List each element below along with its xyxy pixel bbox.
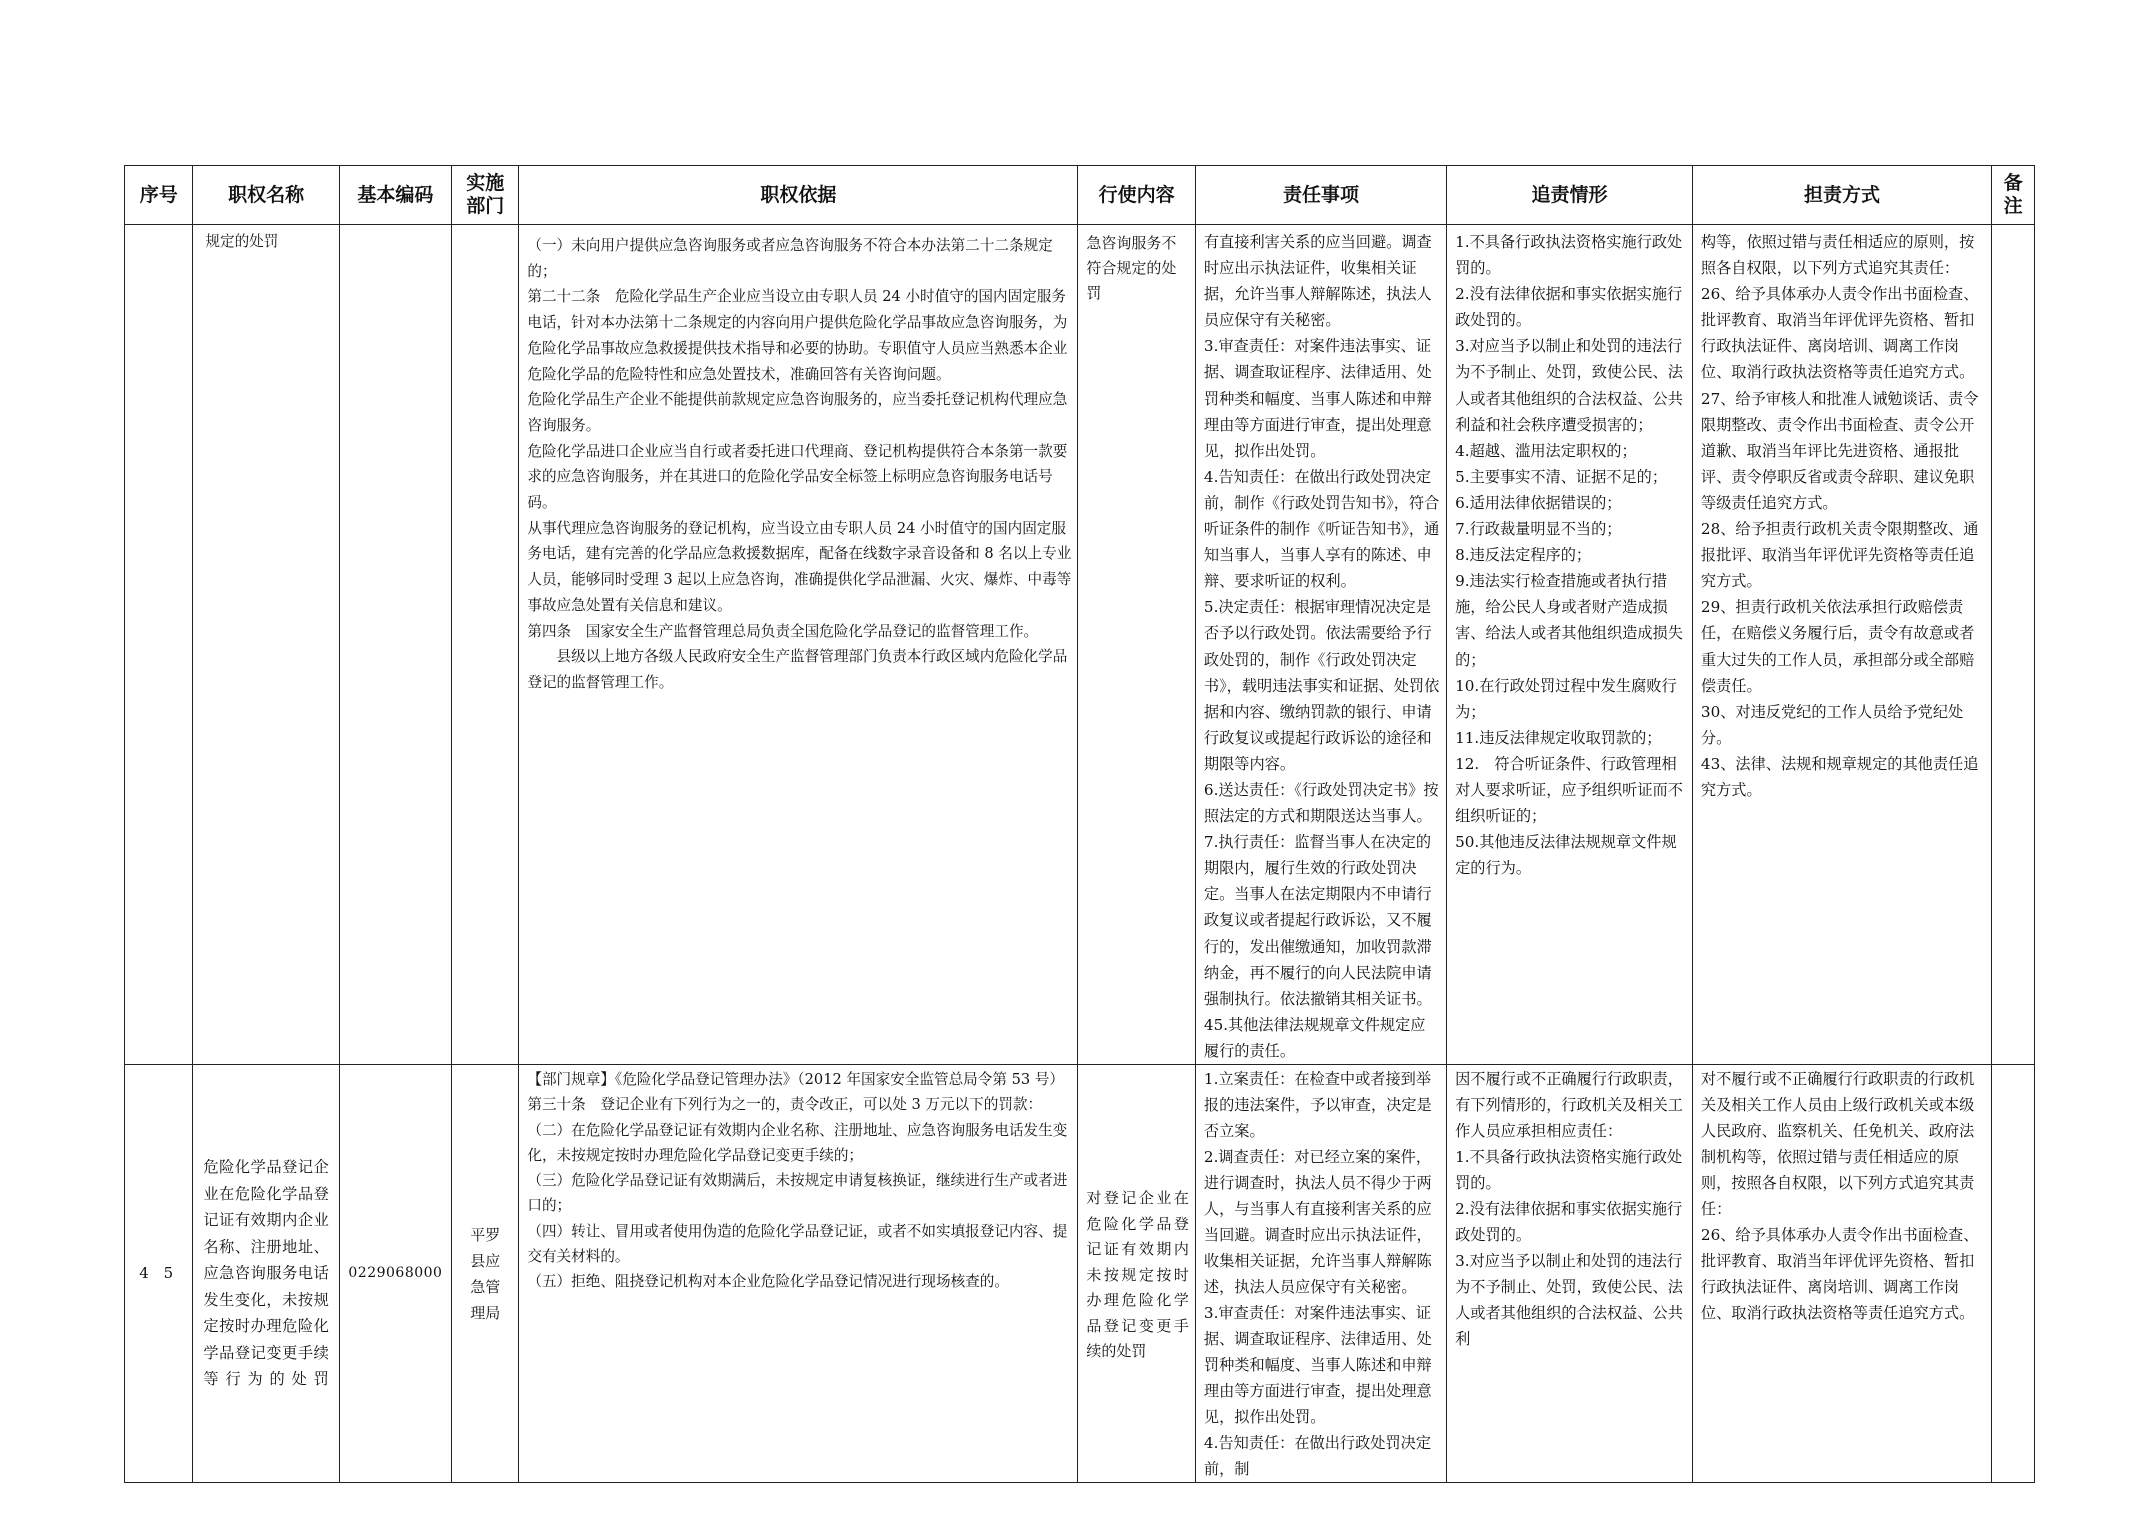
cell-remark: [1992, 1065, 2035, 1483]
cell-code: 0229068000: [339, 1065, 451, 1483]
cell-accountability: 因不履行或不正确履行行政职责，有下列情形的，行政机关及相关工作人员应承担相应责任： 1.不具备行政执法资格实施行政处罚的。 2.没有法律依据和事实依据实施行政处罚的。 3.对应当予以制止和处罚的违法行为不予制止、处罚，致使公民、法人或者其他组织的合法权益、公共利: [1447, 1065, 1693, 1483]
cell-seq: 4 5: [125, 1065, 193, 1483]
cell-remark: [1992, 225, 2035, 1065]
header-seq: 序号: [125, 166, 193, 225]
cell-dept: 平罗县应急管理局: [452, 1065, 519, 1483]
header-basis: 职权依据: [519, 166, 1078, 225]
cell-responsibility: 对不履行或不正确履行行政职责的行政机关及相关工作人员由上级行政机关或本级人民政府、监察机关、任免机关、政府法制机构等，依照过错与责任相适应的原则，按照各自权限，以下列方式追究其责任： 26、给予具体承办人责令作出书面检查、批评教育、取消当年评优评先资格、暂扣行政执法证件、离岗培训、调离工作岗位、取消行政执法资格等责任追究方式。: [1692, 1065, 1991, 1483]
cell-code: [339, 225, 451, 1065]
header-accountability: 追责情形: [1447, 166, 1693, 225]
basis-text: （一）未向用户提供应急咨询服务或者应急咨询服务不符合本办法第二十二条规定的； 第二十二条 危险化学品生产企业应当设立由专职人员 24 小时值守的国内固定服务电话，针对本办法第十二条规定的内容向用户提供危险化学品事故应急咨询服务，为危险化学品事故应急救援提供技术指导和必要的协助。专职值守人员应当熟悉本企业危险化学品的危险特性和应急处置技术，准确回答有关咨询问题。 危险化学品生产企业不能提供前款规定应急咨询服务的，应当委托登记机构代理应急咨询服务。 危险化学品进口企业应当自行或者委托进口代理商、登记机构提供符合本条第一款要求的应急咨询服务，并在其进口的危险化学品安全标签上标明应急咨询服务电话号码。 从事代理应急咨询服务的登记机构，应当设立由专职人员 24 小时值守的国内固定服务电话，建有完善的化学品应急救援数据库，配备在线数字录音设备和 8 名以上专业人员，能够同时受理 3 起以上应急咨询，准确提供化学品泄漏、火灾、爆炸、中毒等事故应急处置有关信息和建议。 第四条 国家安全生产监督管理总局负责全国危险化学品登记的监督管理工作。 县级以上地方各级人民政府安全生产监督管理部门负责本行政区域内危险化学品登记的监督管理工作。: [527, 237, 1072, 691]
cell-seq: [125, 225, 193, 1065]
cell-basis: 【部门规章】《危险化学品登记管理办法》（2012 年国家安全监管总局令第 53 号） 第三十条 登记企业有下列行为之一的，责令改正，可以处 3 万元以下的罚款： （二）在危险化学品登记证有效期内企业名称、注册地址、应急咨询服务电话发生变化，未按规定按时办理危险化学品登记变更手续的； （三）危险化学品登记证有效期满后，未按规定申请复核换证，继续进行生产或者进口的； （四）转让、冒用或者使用伪造的危险化学品登记证，或者不如实填报登记内容、提交有关材料的。 （五）拒绝、阻挠登记机构对本企业危险化学品登记情况进行现场核查的。: [519, 1065, 1078, 1483]
cell-responsibility: 构等，依照过错与责任相适应的原则，按照各自权限，以下列方式追究其责任： 26、给予具体承办人责令作出书面检查、批评教育、取消当年评优评先资格、暂扣行政执法证件、离岗培训、调离工作岗位、取消行政执法资格等责任追究方式。 27、给予审核人和批准人诫勉谈话、责令限期整改、责令作出书面检查、责令公开道歉、取消当年评比先进资格、通报批评、责令停职反省或责令辞职、建议免职等级责任追究方式。 28、给予担责行政机关责令限期整改、通报批评、取消当年评优评先资格等责任追究方式。 29、担责行政机关依法承担行政赔偿责任，在赔偿义务履行后，责令有故意或者重大过失的工作人员，承担部分或全部赔偿责任。 30、对违反党纪的工作人员给予党纪处分。 43、法律、法规和规章规定的其他责任追究方式。: [1692, 225, 1991, 1065]
cell-dept: [452, 225, 519, 1065]
cell-content: 急咨询服务不符合规定的处罚: [1078, 225, 1196, 1065]
cell-accountability: 1.不具备行政执法资格实施行政处罚的。 2.没有法律依据和事实依据实施行政处罚的。 3.对应当予以制止和处罚的违法行为不予制止、处罚，致使公民、法人或者其他组织的合法权益、公共利益和社会秩序遭受损害的； 4.超越、滥用法定职权的； 5.主要事实不清、证据不足的； 6.适用法律依据错误的； 7.行政裁量明显不当的； 8.违反法定程序的； 9.违法实行检查措施或者执行措施，给公民人身或者财产造成损害、给法人或者其他组织造成损失的； 10.在行政处罚过程中发生腐败行为； 11.违反法律规定收取罚款的； 12. 符合听证条件、行政管理相对人要求听证，应予组织听证而不组织听证的； 50.其他违反法律法规规章文件规定的行为。: [1447, 225, 1693, 1065]
cell-name: 规定的处罚: [193, 225, 339, 1065]
cell-duty: 有直接利害关系的应当回避。调查时应出示执法证件，收集相关证据，允许当事人辩解陈述，执法人员应保守有关秘密。 3.审查责任：对案件违法事实、证据、调查取证程序、法律适用、处罚种类和幅度、当事人陈述和申辩理由等方面进行审查，提出处理意见，拟作出处罚。 4.告知责任：在做出行政处罚决定前，制作《行政处罚告知书》，符合听证条件的制作《听证告知书》，通知当事人，当事人享有的陈述、申辩、要求听证的权利。 5.决定责任：根据审理情况决定是否予以行政处罚。依法需要给予行政处罚的，制作《行政处罚决定书》，载明违法事实和证据、处罚依据和内容、缴纳罚款的银行、申请行政复议或提起行政诉讼的途径和期限等内容。 6.送达责任：《行政处罚决定书》按照法定的方式和期限送达当事人。 7.执行责任：监督当事人在决定的期限内，履行生效的行政处罚决定。当事人在法定期限内不申请行政复议或者提起行政诉讼，又不履行的，发出催缴通知，加收罚款滞纳金，再不履行的向人民法院申请强制执行。依法撤销其相关证书。 45.其他法律法规规章文件规定应履行的责任。: [1195, 225, 1446, 1065]
header-duty: 责任事项: [1195, 166, 1446, 225]
table-row: [125, 225, 2035, 1065]
header-dept: 实施部门: [452, 166, 519, 225]
header-remark: 备注: [1992, 166, 2035, 225]
header-content: 行使内容: [1078, 166, 1196, 225]
header-name: 职权名称: [193, 166, 339, 225]
cell-basis: [519, 225, 1078, 1065]
responsibility-table: [124, 165, 2035, 1483]
header-row: [125, 166, 2035, 225]
table-row: [125, 1065, 2035, 1483]
header-responsibility: 担责方式: [1692, 166, 1991, 225]
cell-duty: 1.立案责任：在检查中或者接到举报的违法案件，予以审查，决定是否立案。 2.调查责任：对已经立案的案件，进行调查时，执法人员不得少于两人，与当事人有直接利害关系的应当回避。调查时应出示执法证件，收集相关证据，允许当事人辩解陈述，执法人员应保守有关秘密。 3.审查责任：对案件违法事实、证据、调查取证程序、法律适用、处罚种类和幅度、当事人陈述和申辩理由等方面进行审查，提出处理意见，拟作出处罚。 4.告知责任：在做出行政处罚决定前，制: [1195, 1065, 1446, 1483]
cell-name: 危险化学品登记企业在危险化学品登记证有效期内企业名称、注册地址、应急咨询服务电话发生变化，未按规定按时办理危险化学品登记变更手续等行为的处罚: [193, 1065, 339, 1483]
header-code: 基本编码: [339, 166, 451, 225]
cell-content: 对登记企业在危险化学品登记证有效期内未按规定按时办理危险化学品登记变更手续的处罚: [1078, 1065, 1196, 1483]
